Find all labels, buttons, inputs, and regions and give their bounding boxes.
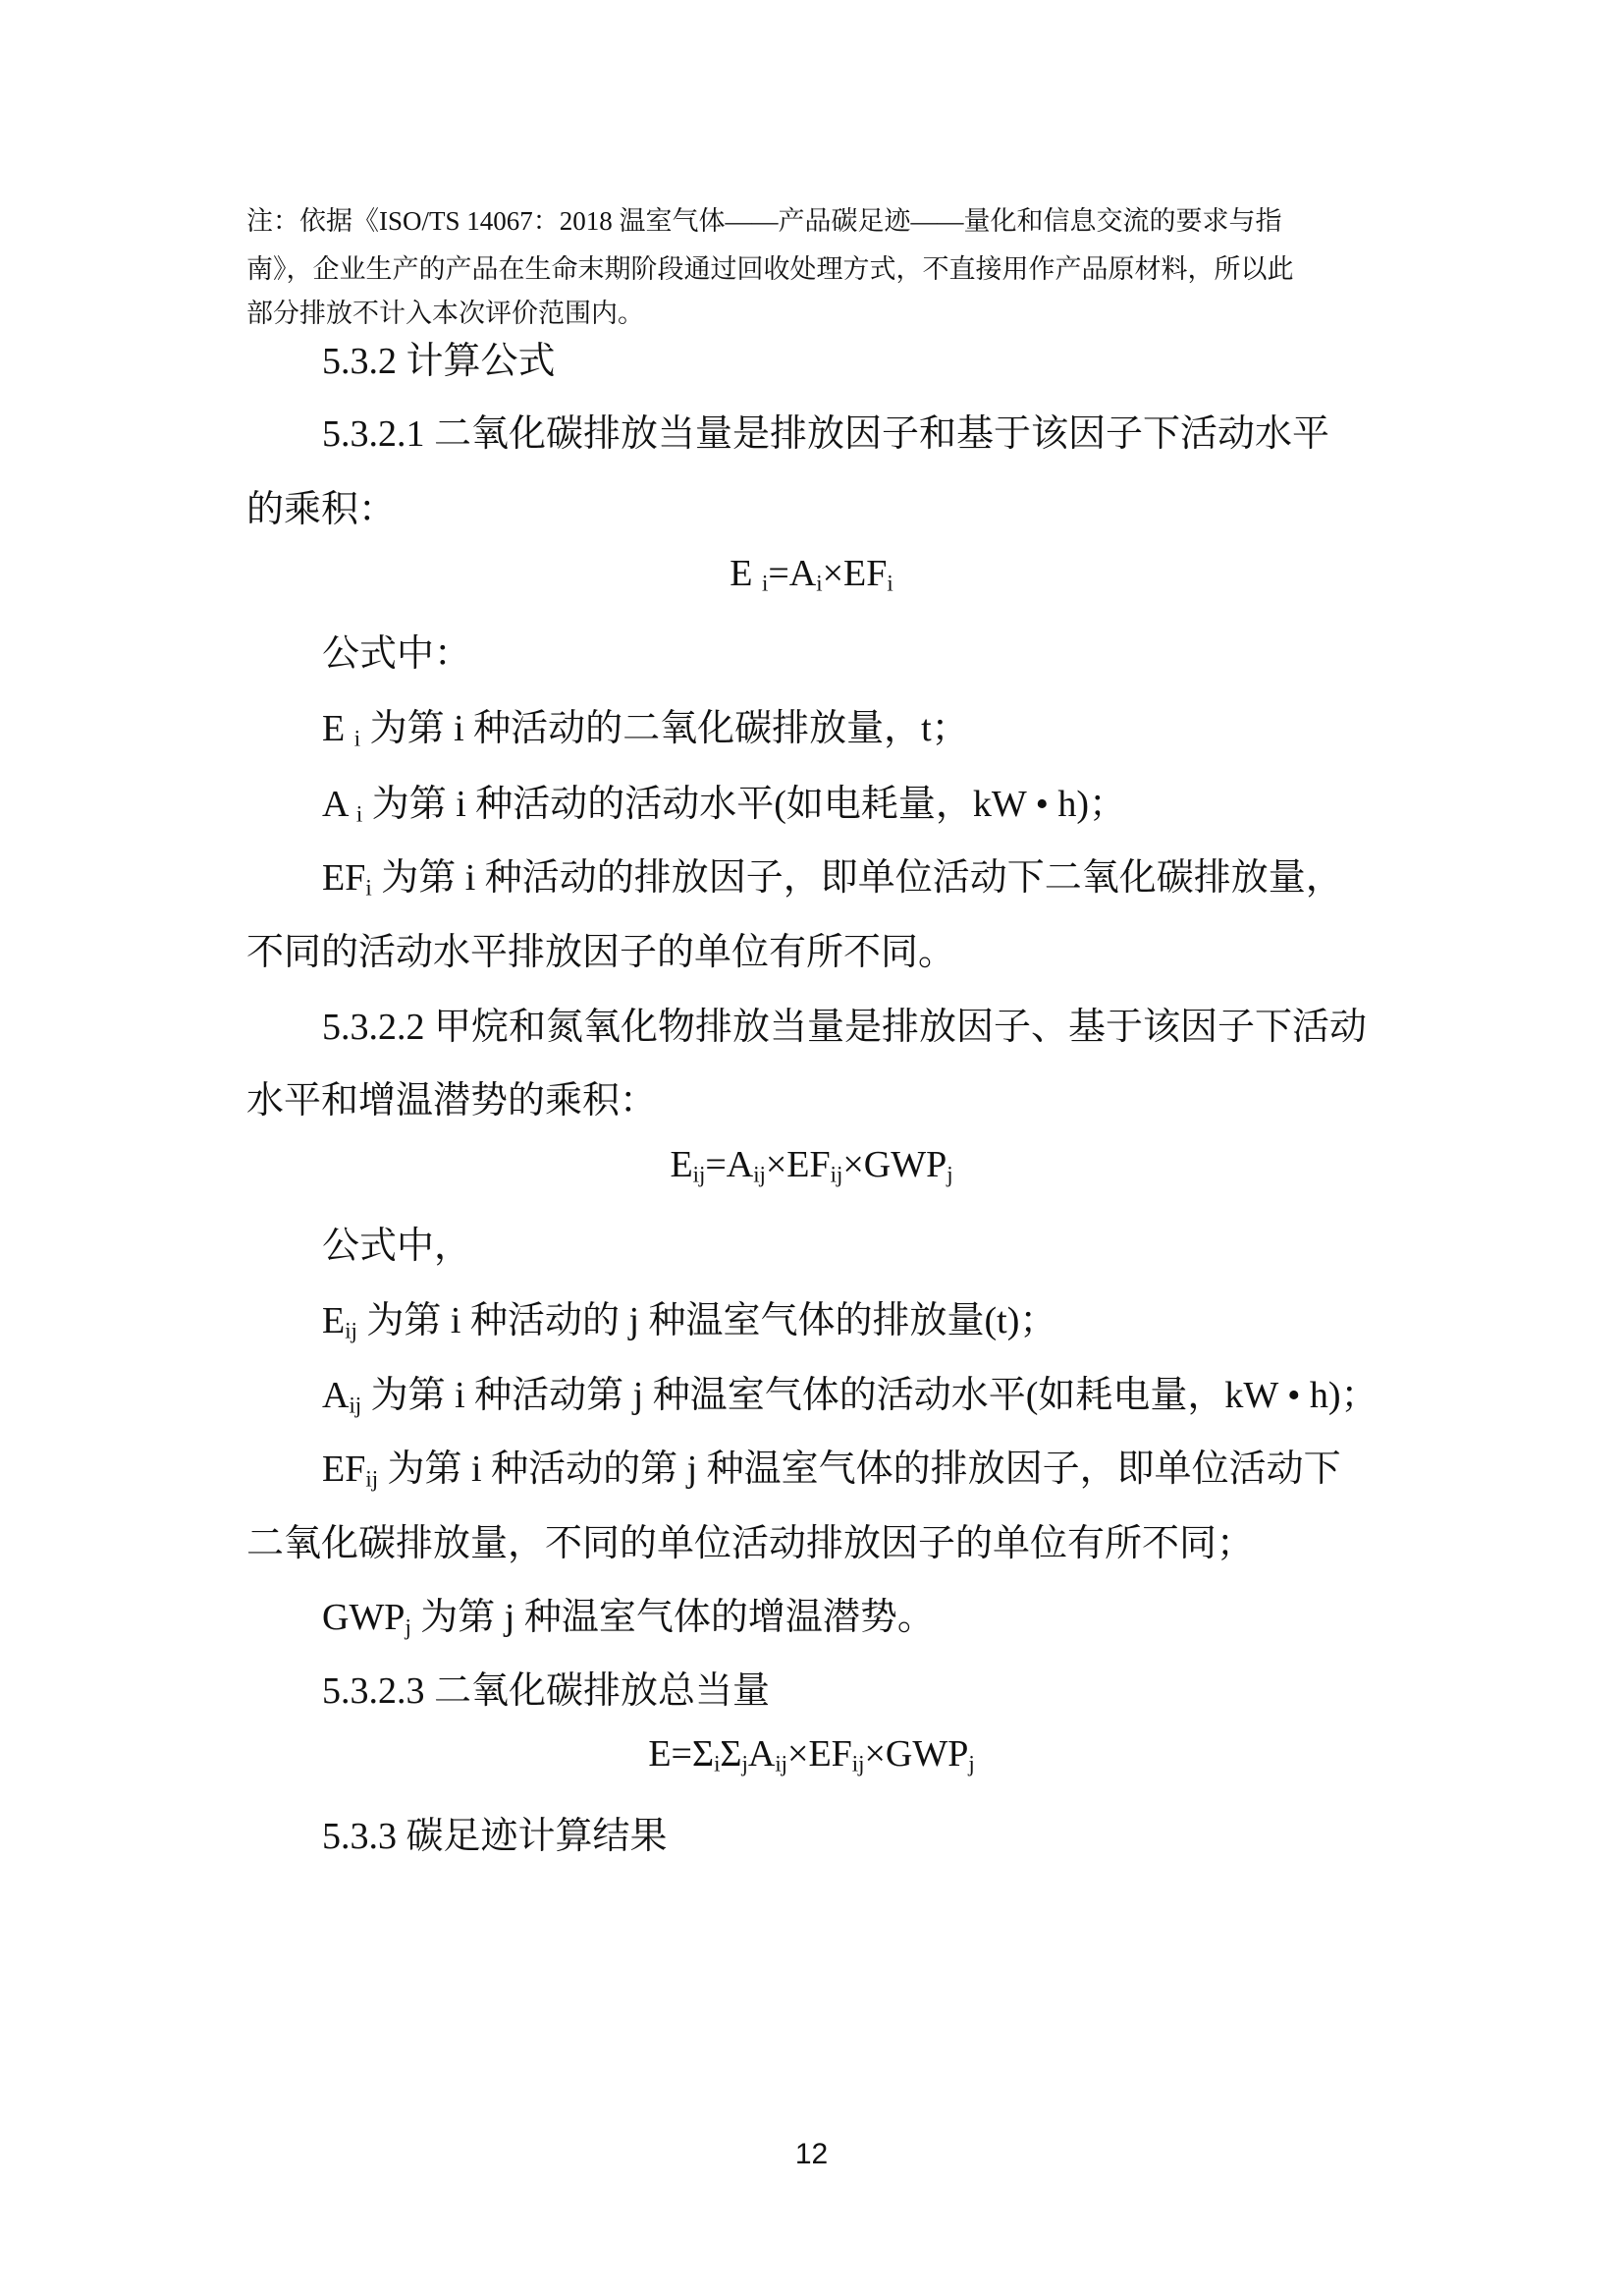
formula-subscript: i (816, 571, 823, 596)
formula-term: Σ (720, 1733, 742, 1775)
definition-EF-i (322, 847, 1343, 901)
definition-text: 为第 i 种活动的活动水平(如电耗量，kW • h)； (362, 784, 1127, 825)
definition-text: 为第 i 种活动的第 j 种温室气体的排放因子，即单位活动下 (378, 1449, 1341, 1490)
formula-subscript: i (714, 1751, 721, 1777)
symbol: E (322, 1300, 346, 1341)
section-heading-5-3-2: 5.3.2 计算公式 (322, 341, 556, 382)
symbol-subscript: ij (345, 1318, 357, 1343)
formula-subscript: i (762, 571, 769, 596)
formula-subscript: j (947, 1162, 953, 1187)
paragraph-5-3-2-2-line-2: 水平和增温潜势的乘积： (246, 1080, 658, 1121)
symbol: EF (322, 1449, 366, 1490)
definition-A-ij (322, 1364, 1379, 1418)
symbol-subscript: i (353, 726, 361, 751)
definition-A-i (322, 773, 1126, 827)
formula-subscript: j (741, 1751, 748, 1777)
definition-text: 为第 j 种温室气体的增温潜势。 (410, 1597, 935, 1638)
formula-term: E=Σ (648, 1733, 715, 1775)
definition-text: 为第 i 种活动的排放因子，即单位活动下二氧化碳排放量， (371, 857, 1343, 899)
formula-term: ×EF (787, 1733, 852, 1775)
symbol: GWP (322, 1597, 406, 1638)
section-heading-5-3-2-3: 5.3.2.3 二氧化碳排放总当量 (322, 1670, 771, 1712)
formula-subscript: i (887, 571, 893, 596)
symbol-subscript: ij (365, 1466, 379, 1492)
formula-term: ×EF (822, 553, 888, 594)
formula-term: A (747, 1733, 776, 1775)
where-label-2: 公式中， (322, 1226, 472, 1267)
formula-co2 (0, 552, 1623, 595)
formula-term: =A (768, 553, 817, 594)
formula-subscript: j (968, 1751, 975, 1777)
note-line-1: 注：依据《ISO/TS 14067：2018 温室气体——产品碳足迹——量化和信息交流的要求与指 (246, 206, 1282, 236)
note-line-3: 部分排放不计入本次评价范围内。 (246, 299, 644, 328)
symbol-subscript: i (365, 875, 372, 901)
formula-subscript: ij (775, 1751, 788, 1777)
section-heading-5-3-3: 5.3.3 碳足迹计算结果 (322, 1816, 668, 1857)
formula-term: ×EF (765, 1144, 831, 1185)
symbol: E (322, 708, 354, 749)
formula-total (0, 1732, 1623, 1776)
formula-subscript: ij (851, 1751, 865, 1777)
formula-ch4-n2o (0, 1143, 1623, 1186)
formula-term: E (730, 553, 763, 594)
formula-subscript: ij (753, 1162, 766, 1187)
symbol-subscript: j (405, 1614, 411, 1640)
paragraph-5-3-2-1-line-1: 5.3.2.1 二氧化碳排放当量是排放因子和基于该因子下活动水平 (322, 413, 1330, 455)
symbol-subscript: i (355, 801, 363, 827)
page-number: 12 (794, 2138, 829, 2170)
symbol: EF (322, 857, 366, 899)
formula-subscript: ij (692, 1162, 706, 1187)
formula-subscript: ij (830, 1162, 843, 1187)
formula-term: ×GWP (842, 1144, 947, 1185)
symbol-subscript: ij (349, 1393, 362, 1418)
formula-term: E (670, 1144, 693, 1185)
definition-EF-ij (322, 1438, 1341, 1492)
where-label-1: 公式中： (322, 633, 472, 675)
formula-term: ×GWP (864, 1733, 969, 1775)
paragraph-5-3-2-1-line-2: 的乘积： (246, 489, 397, 530)
symbol: A (322, 784, 356, 825)
note-line-2: 南》，企业生产的产品在生命末期阶段通过回收处理方式，不直接用作产品原材料，所以此 (246, 254, 1294, 284)
definition-E-ij (322, 1289, 1056, 1343)
definition-GWP-j (322, 1586, 935, 1640)
symbol: A (322, 1375, 350, 1416)
definition-EF-ij-continued: 二氧化碳排放量，不同的单位活动排放因子的单位有所不同； (246, 1523, 1255, 1564)
definition-text: 为第 i 种活动的二氧化碳排放量，t； (360, 708, 969, 749)
definition-text: 为第 i 种活动的 j 种温室气体的排放量(t)； (356, 1300, 1057, 1341)
paragraph-5-3-2-2-line-1: 5.3.2.2 甲烷和氮氧化物排放当量是排放因子、基于该因子下活动 (322, 1007, 1368, 1048)
definition-text: 为第 i 种活动第 j 种温室气体的活动水平(如耗电量，kW • h)； (361, 1375, 1379, 1416)
definition-E-i (322, 697, 969, 751)
formula-term: =A (705, 1144, 754, 1185)
definition-EF-i-continued: 不同的活动水平排放因子的单位有所不同。 (246, 932, 956, 973)
